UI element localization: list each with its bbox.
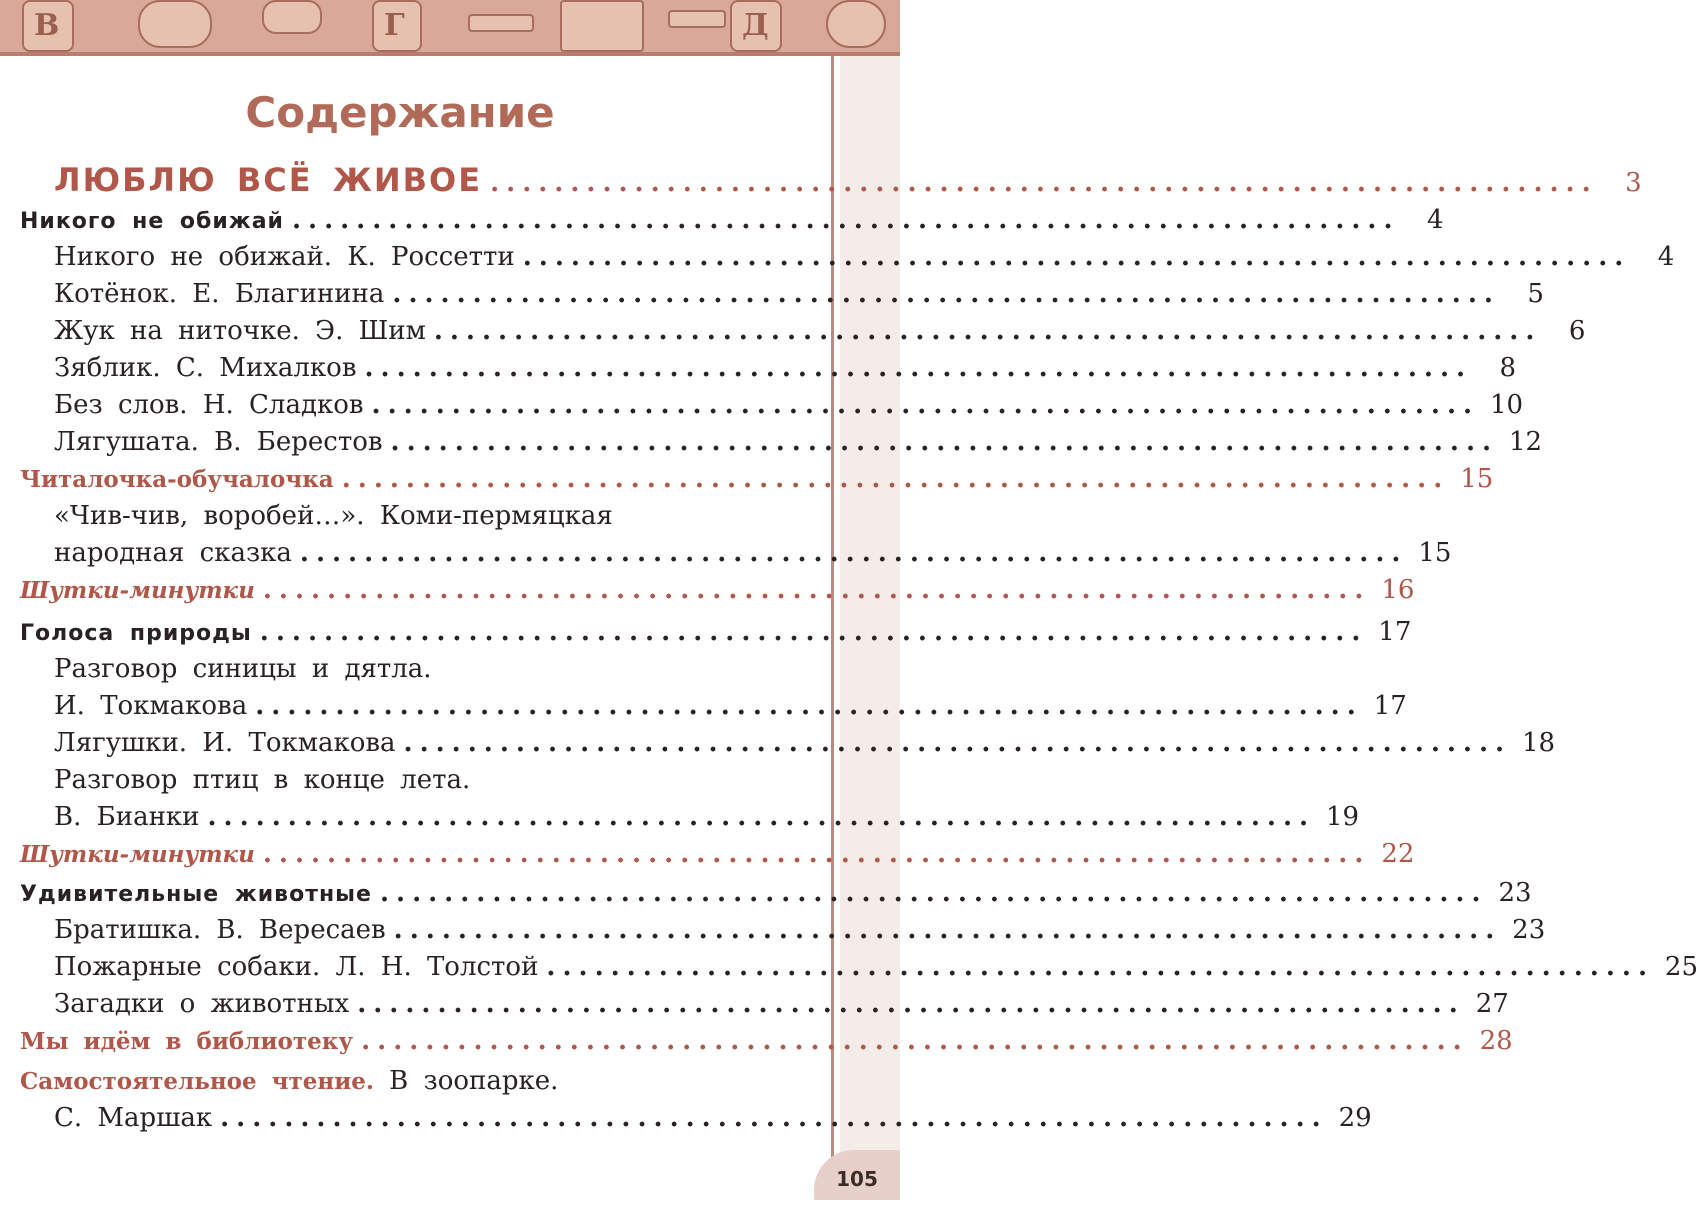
leader-dots: ..................................................................... — [361, 1026, 1469, 1056]
pencil-icon — [468, 14, 534, 32]
scroll-icon — [262, 0, 322, 34]
entry-title: Разговор синицы и дятла. — [54, 654, 432, 684]
banner-letter: В — [34, 8, 60, 43]
entry-page: 10 — [1490, 390, 1524, 420]
entry-title: Лягушки. И. Токмакова — [54, 728, 396, 758]
toc-section[interactable] — [20, 875, 1532, 912]
leader-dots: ..................................................................... — [255, 691, 1363, 721]
entry-title: Никого не обижай. К. Россетти — [54, 242, 515, 272]
entry-title: Пожарные собаки. Л. Н. Толстой — [54, 952, 539, 982]
leader-dots: ..................................................................... — [433, 316, 1542, 346]
entry-page: 5 — [1527, 279, 1544, 309]
entry-page: 17 — [1373, 691, 1407, 721]
toc-entry[interactable] — [54, 799, 1360, 836]
section-page: 22 — [1381, 839, 1415, 869]
entry-page: 6 — [1568, 316, 1586, 346]
leader-dots: ..................................................................... — [262, 839, 1371, 869]
toc-entry-line1[interactable] — [54, 762, 812, 799]
section-title: Удивительные животные — [20, 882, 372, 907]
toc-entry[interactable] — [54, 949, 1698, 986]
toc-entry-line1[interactable] — [54, 651, 812, 688]
toc-entry[interactable] — [54, 424, 1543, 461]
entry-page: 18 — [1522, 728, 1556, 758]
toc-section[interactable] — [20, 202, 1444, 239]
section-page: 23 — [1498, 878, 1532, 908]
leader-dots: ..................................................................... — [357, 989, 1465, 1019]
entry-title: Жук на ниточке. Э. Шим — [54, 316, 426, 346]
toc-entry-line1[interactable] — [20, 1063, 778, 1100]
leader-dots: ..................................................................... — [291, 205, 1400, 235]
section-title: Читалочка-обучалочка — [20, 466, 334, 493]
toc-entry[interactable] — [54, 986, 1509, 1023]
section-title: Голоса природы — [20, 621, 252, 646]
leader-dots: ..................................................................... — [490, 168, 1598, 198]
leader-dots: ..................................................................... — [220, 1103, 1328, 1133]
entry-title-cont: народная сказка — [54, 538, 292, 568]
banner-letter: Д — [742, 8, 769, 43]
entry-title: В зоопарке. — [389, 1066, 559, 1096]
page-title: Содержание — [245, 88, 555, 137]
unit-title: ЛЮБЛЮ ВСЁ ЖИВОЕ — [54, 161, 483, 199]
leader-dots: ..................................................................... — [390, 427, 1499, 457]
leader-dots: ..................................................................... — [341, 464, 1450, 494]
leader-dots: ..................................................................... — [393, 915, 1502, 945]
leader-dots: ..................................................................... — [207, 802, 1316, 832]
leader-dots: ..................................................................... — [379, 878, 1488, 908]
toc-entry[interactable] — [54, 725, 1556, 762]
coin-icon — [826, 0, 886, 48]
section-page: 15 — [1460, 464, 1494, 494]
toc-section-red[interactable] — [20, 836, 1415, 873]
section-page: 4 — [1427, 205, 1444, 235]
toc-entry[interactable] — [54, 912, 1546, 949]
leader-dots: ..................................................................... — [262, 575, 1371, 605]
section-title: Никого не обижай — [20, 209, 284, 234]
entry-page: 4 — [1657, 242, 1675, 272]
leader-dots: ..................................................................... — [522, 242, 1631, 272]
toc-entry[interactable] — [54, 688, 1407, 725]
pencil-icon — [668, 10, 726, 28]
entry-page: 8 — [1499, 353, 1517, 383]
entry-title: Братишка. В. Вересаев — [54, 915, 386, 945]
leader-dots: ..................................................................... — [392, 279, 1500, 309]
toc-section[interactable] — [20, 614, 1412, 651]
entry-page: 29 — [1338, 1103, 1372, 1133]
section-page: 28 — [1479, 1026, 1513, 1056]
unit-page: 3 — [1625, 168, 1642, 198]
section-page: 16 — [1381, 575, 1415, 605]
page-number: 105 — [814, 1150, 900, 1200]
leader-dots: ..................................................................... — [403, 728, 1512, 758]
toc-entry[interactable] — [54, 239, 1675, 276]
entry-title-cont: С. Маршак — [54, 1103, 213, 1133]
entry-title: Лягушата. В. Берестов — [54, 427, 383, 457]
toc-entry[interactable] — [54, 1100, 1372, 1137]
leader-dots: ..................................................................... — [364, 353, 1473, 383]
toc-section-red[interactable] — [20, 461, 1494, 498]
decorative-banner — [0, 0, 900, 56]
leader-dots: ..................................................................... — [259, 617, 1368, 647]
section-title: Шутки-минутки — [20, 577, 255, 604]
scroll-icon — [138, 0, 212, 48]
section-title: Самостоятельное чтение. — [20, 1068, 374, 1095]
section-page: 17 — [1378, 617, 1412, 647]
toc-entry[interactable] — [54, 350, 1517, 387]
toc-entry-line1[interactable] — [54, 498, 812, 535]
entry-title: Котёнок. Е. Благинина — [54, 279, 385, 309]
entry-page: 12 — [1509, 427, 1543, 457]
leader-dots: ..................................................................... — [371, 390, 1480, 420]
toc-section-red[interactable] — [20, 572, 1415, 609]
toc-section-red[interactable] — [20, 1023, 1513, 1060]
toc-entry[interactable] — [54, 276, 1544, 313]
entry-title-cont: И. Токмакова — [54, 691, 248, 721]
section-title: Мы идём в библиотеку — [20, 1028, 354, 1055]
leader-dots: ..................................................................... — [546, 952, 1654, 982]
entry-title: Без слов. Н. Сладков — [54, 390, 364, 420]
entry-page: 23 — [1512, 915, 1546, 945]
banner-letter: Г — [384, 8, 405, 43]
toc-entry[interactable] — [54, 535, 1452, 572]
entry-title: Загадки о животных — [54, 989, 350, 1019]
leader-dots: ..................................................................... — [299, 538, 1408, 568]
toc-entry[interactable] — [54, 313, 1586, 350]
entry-page: 19 — [1325, 802, 1360, 832]
entry-page: 27 — [1475, 989, 1509, 1019]
entry-title: Зяблик. С. Михалков — [54, 353, 357, 383]
book-icon — [560, 0, 644, 52]
section-title: Шутки-минутки — [20, 841, 255, 868]
entry-title: Разговор птиц в конце лета. — [54, 765, 471, 795]
toc-entry[interactable] — [54, 387, 1524, 424]
entry-title: «Чив-чив, воробей…». Коми-пермяцкая — [54, 501, 613, 531]
entry-page: 15 — [1418, 538, 1452, 568]
entry-title-cont: В. Бианки — [54, 802, 200, 832]
toc-unit-heading[interactable] — [54, 158, 1642, 202]
entry-page: 25 — [1664, 952, 1698, 982]
